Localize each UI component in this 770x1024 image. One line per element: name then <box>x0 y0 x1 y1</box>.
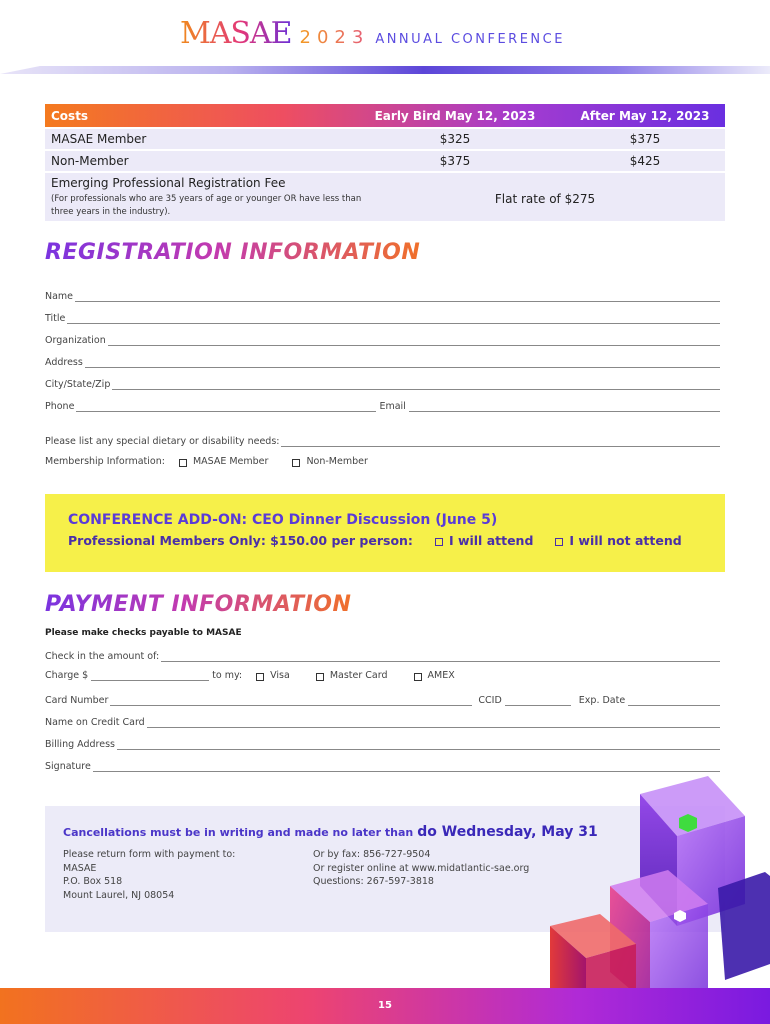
phone-input-line[interactable] <box>76 402 376 412</box>
cost-label: MASAE Member <box>51 132 147 146</box>
organization-field[interactable] <box>45 332 720 346</box>
online-line: Or register online at www.midatlantic-sae.org <box>313 862 530 874</box>
mail-line: Please return form with payment to: <box>63 849 236 860</box>
signature-input-line[interactable] <box>93 762 720 772</box>
check-amount-label: Check in the amount of: <box>45 651 160 662</box>
checkbox-icon[interactable] <box>316 673 324 681</box>
cancellation-deadline: do Wednesday, May 31 <box>417 824 598 840</box>
ccid-input-line[interactable] <box>505 696 571 706</box>
title-input-line[interactable] <box>67 314 720 324</box>
table-row <box>45 129 725 149</box>
membership-member-label: MASAE Member <box>192 456 269 467</box>
city-input-line[interactable] <box>112 380 720 390</box>
charge-label: Charge $ <box>45 670 89 681</box>
emerging-note: (For professionals who are 35 years of age or younger OR have less than three years in the industry). <box>51 194 362 217</box>
signature-field[interactable] <box>45 758 720 772</box>
checkbox-icon[interactable] <box>414 673 422 681</box>
name-input-line[interactable] <box>75 292 720 302</box>
visa-label: Visa <box>270 670 290 681</box>
dietary-label: Please list any special dietary or disability needs: <box>45 436 280 447</box>
billing-address-input-line[interactable] <box>117 740 720 750</box>
cost-early: $375 <box>439 154 471 168</box>
checkbox-icon[interactable] <box>435 538 443 546</box>
signature-label: Signature <box>45 761 91 772</box>
fax-line: Or by fax: 856-727-9504 <box>313 849 431 860</box>
addon-attend-checkbox[interactable] <box>435 533 533 548</box>
payment-title: PAYMENT INFORMATION <box>45 592 352 617</box>
header-gradient-bar <box>0 66 770 74</box>
visa-checkbox[interactable] <box>256 670 290 681</box>
phone-email-field[interactable] <box>45 398 720 412</box>
addon-not-attend-checkbox[interactable] <box>555 533 681 548</box>
amex-checkbox[interactable] <box>414 670 455 681</box>
addon-not-attend-label: I will not attend <box>569 533 682 548</box>
questions-line: Questions: 267-597-3818 <box>313 876 434 887</box>
checkbox-icon[interactable] <box>292 459 300 467</box>
cost-header-early: Early Bird May 12, 2023 <box>374 108 536 123</box>
addon-price-line: Professional Members Only: $150.00 per person: <box>68 533 413 548</box>
address-label: Address <box>45 357 83 368</box>
payable-note: Please make checks payable to MASAE <box>45 628 242 638</box>
checkbox-icon[interactable] <box>179 459 187 467</box>
emerging-label: Emerging Professional Registration Fee <box>51 176 286 190</box>
address-input-line[interactable] <box>85 358 720 368</box>
registration-title: REGISTRATION INFORMATION <box>45 240 421 265</box>
membership-member-checkbox[interactable] <box>179 456 269 467</box>
organization-input-line[interactable] <box>108 336 720 346</box>
name-field[interactable] <box>45 288 720 302</box>
ccid-label: CCID <box>478 695 502 706</box>
check-amount-field[interactable] <box>45 648 720 662</box>
organization-label: Organization <box>45 335 106 346</box>
cost-after: $425 <box>629 154 661 168</box>
emerging-price: Flat rate of $275 <box>494 192 596 206</box>
name-on-card-label: Name on Credit Card <box>45 717 145 728</box>
addon-banner <box>45 494 725 572</box>
membership-nonmember-label: Non-Member <box>306 456 368 467</box>
mastercard-label: Master Card <box>329 670 388 681</box>
billing-address-field[interactable] <box>45 736 720 750</box>
fax-online-info <box>313 848 529 902</box>
email-input-line[interactable] <box>409 402 720 412</box>
cost-header-costs: Costs <box>51 108 89 123</box>
cost-header-after: After May 12, 2023 <box>580 108 710 123</box>
membership-nonmember-checkbox[interactable] <box>292 456 367 467</box>
page-header <box>0 0 770 80</box>
to-my-label: to my: <box>212 670 243 681</box>
addon-title: CONFERENCE ADD-ON: CEO Dinner Discussion (June 5) <box>68 512 498 528</box>
cost-table-header <box>45 104 725 127</box>
billing-address-label: Billing Address <box>45 739 115 750</box>
exp-label: Exp. Date <box>578 695 626 706</box>
checkbox-icon[interactable] <box>555 538 563 546</box>
name-label: Name <box>45 291 74 302</box>
card-number-input-line[interactable] <box>110 696 472 706</box>
charge-row <box>45 670 455 681</box>
membership-label: Membership Information: <box>45 456 165 467</box>
dietary-input-line[interactable] <box>281 437 720 447</box>
mail-info <box>63 848 313 902</box>
title-field[interactable] <box>45 310 720 324</box>
cost-early: $325 <box>439 132 471 146</box>
mastercard-checkbox[interactable] <box>316 670 388 681</box>
addon-attend-label: I will attend <box>448 533 534 548</box>
amex-label: AMEX <box>427 670 455 681</box>
mail-line: P.O. Box 518 <box>63 876 123 887</box>
name-on-card-input-line[interactable] <box>147 718 720 728</box>
checkbox-icon[interactable] <box>256 673 264 681</box>
page-number: 15 <box>378 1000 392 1011</box>
charge-input-line[interactable] <box>91 671 209 681</box>
name-on-card-field[interactable] <box>45 714 720 728</box>
addon-options <box>68 533 702 548</box>
email-label: Email <box>379 401 406 412</box>
mail-line: MASAE <box>63 862 97 874</box>
check-amount-input-line[interactable] <box>161 652 720 662</box>
cost-table <box>45 104 725 221</box>
card-number-label: Card Number <box>45 695 109 706</box>
emerging-cell <box>45 176 365 219</box>
logo-year: 2023 <box>299 27 370 48</box>
decorative-cubes <box>540 776 770 1024</box>
city-label: City/State/Zip <box>45 379 111 390</box>
cost-after: $375 <box>629 132 661 146</box>
dietary-field[interactable] <box>45 433 720 447</box>
logo-subtitle: ANNUAL CONFERENCE <box>375 32 565 47</box>
title-label: Title <box>45 313 66 324</box>
logo-main: MASAE <box>180 16 292 51</box>
card-number-field[interactable] <box>45 692 720 706</box>
exp-input-line[interactable] <box>628 696 720 706</box>
masae-logo <box>180 16 565 51</box>
city-field[interactable] <box>45 376 720 390</box>
cancellation-lead: Cancellations must be in writing and made no later than <box>63 826 414 839</box>
table-row <box>45 151 725 171</box>
table-row-emerging <box>45 173 725 221</box>
phone-label: Phone <box>45 401 75 412</box>
cost-label: Non-Member <box>51 154 129 168</box>
membership-options <box>45 456 368 467</box>
address-field[interactable] <box>45 354 720 368</box>
mail-line: Mount Laurel, NJ 08054 <box>63 889 175 901</box>
